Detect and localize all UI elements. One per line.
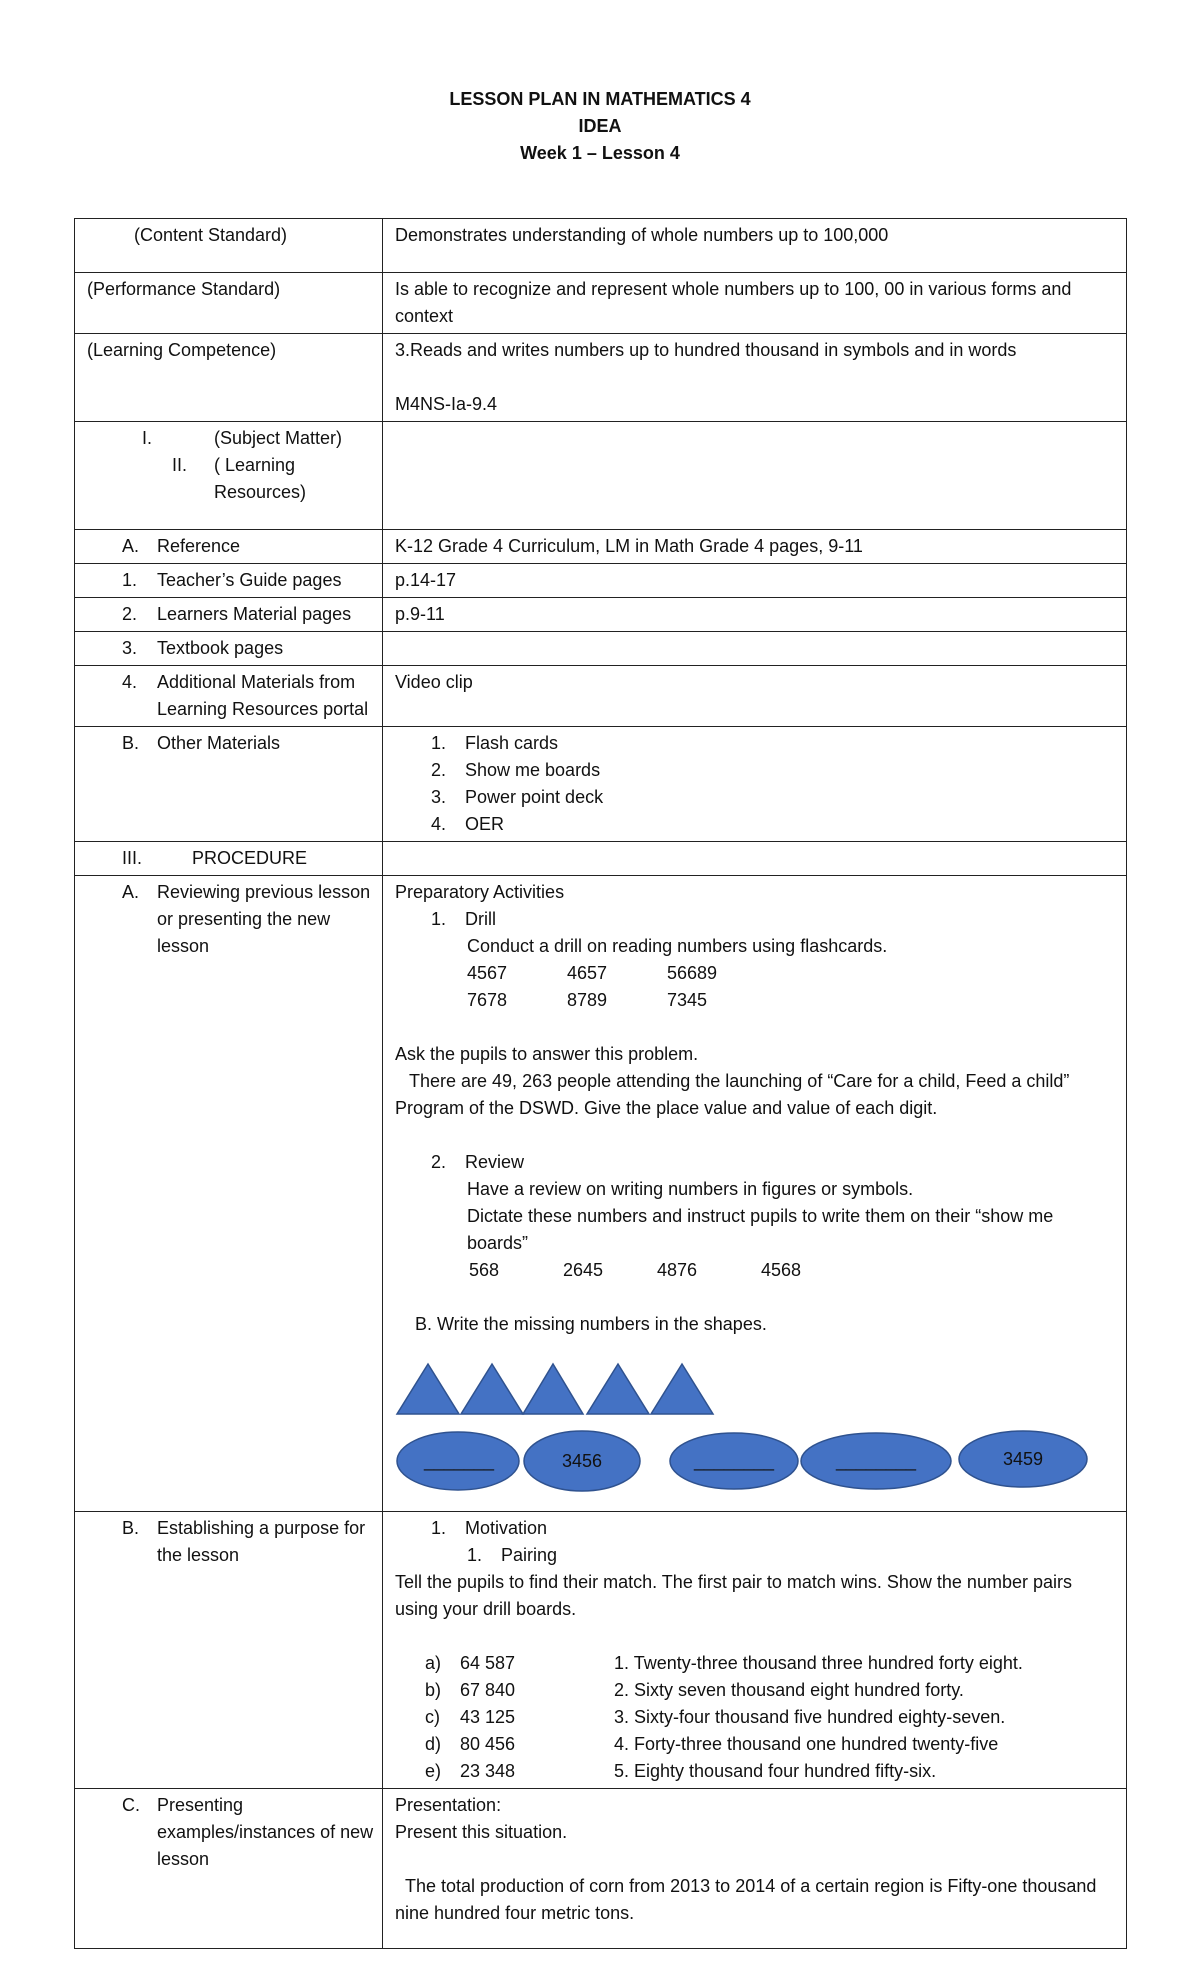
learning-competence-value — [383, 334, 1127, 422]
item-text: Other Materials — [157, 733, 281, 753]
pair-number: 67 840 — [460, 1680, 516, 1700]
table-row — [75, 727, 1127, 842]
competence-text: 3.Reads and writes numbers up to hundred thousand in symbols and in words — [395, 340, 1017, 360]
reference-label — [75, 530, 383, 564]
item-mark: A. — [122, 882, 140, 902]
item-mark: B. — [122, 733, 140, 753]
reviewing-content — [383, 876, 1127, 1512]
pair-mark: b) — [425, 1680, 442, 1700]
document-header — [0, 86, 1200, 167]
triangle-shape — [397, 1364, 459, 1414]
item-mark: A. — [122, 536, 140, 556]
pair-mark: c) — [425, 1707, 440, 1727]
situation-text: The total production of corn from 2013 to 2014 of a certain region is Fifty-one thousand nine hundred four metric tons. — [395, 1876, 1097, 1923]
table-row — [75, 530, 1127, 564]
presentation-line: Present this situation. — [395, 1822, 568, 1842]
problem-text: There are 49, 263 people attending the launching of “Care for a child, Feed a child” Program of the DSWD. Give the place value and value of each digit. — [395, 1071, 1070, 1118]
learning-competence-label: (Learning Competence) — [75, 334, 383, 422]
reference-value: K-12 Grade 4 Curriculum, LM in Math Grade 4 pages, 9-11 — [383, 530, 1127, 564]
pair-mark: d) — [425, 1734, 442, 1754]
oval-label: ________ — [693, 1451, 775, 1471]
oval-label: _______ — [423, 1451, 495, 1471]
dictate-number: 2645 — [563, 1260, 604, 1280]
teachers-guide-label — [75, 564, 383, 598]
item-mark: III. — [122, 848, 143, 868]
performance-standard-label: (Performance Standard) — [75, 273, 383, 334]
item-mark: 1. — [122, 570, 138, 590]
motivation-heading: Motivation — [465, 1518, 548, 1538]
item-text: Learners Material pages — [157, 604, 352, 624]
triangle-shape — [461, 1364, 523, 1414]
review-text-1: Have a review on writing numbers in figures or symbols. — [467, 1179, 914, 1199]
competence-code: M4NS-Ia-9.4 — [395, 394, 498, 414]
table-row — [75, 876, 1127, 1512]
review-text-2: Dictate these numbers and instruct pupils to write them on their “show me boards” — [467, 1206, 1054, 1253]
missing-numbers-text: B. Write the missing numbers in the shapes. — [415, 1314, 767, 1334]
table-row — [75, 598, 1127, 632]
item-mark: C. — [122, 1795, 140, 1815]
dictate-number: 4568 — [761, 1260, 802, 1280]
drill-number: 7345 — [667, 990, 708, 1010]
content-standard-label — [75, 219, 383, 273]
oval-label: ________ — [835, 1451, 917, 1471]
table-row — [75, 666, 1127, 727]
roman-2: II. — [172, 455, 188, 475]
pair-words: 5. Eighty thousand four hundred fifty-six. — [614, 1761, 937, 1781]
pair-row — [395, 1704, 1118, 1731]
item-text: Reviewing previous lesson or presenting the new lesson — [157, 882, 371, 956]
drill-number: 4567 — [467, 963, 508, 983]
purpose-content — [383, 1512, 1127, 1789]
roman-1: I. — [142, 428, 153, 448]
label-text: (Content Standard) — [133, 225, 288, 245]
list-item: Show me boards — [465, 760, 601, 780]
pair-row — [395, 1650, 1118, 1677]
pair-number: 43 125 — [460, 1707, 516, 1727]
list-mark: 1. — [431, 733, 447, 753]
other-materials-list — [383, 727, 1127, 842]
pair-row — [395, 1677, 1118, 1704]
additional-materials-label — [75, 666, 383, 727]
dictate-number: 568 — [469, 1260, 500, 1280]
list-mark: 1. — [467, 1545, 483, 1565]
list-mark: 2. — [431, 1152, 447, 1172]
table-row — [75, 1512, 1127, 1789]
shapes-svg — [395, 1338, 1135, 1508]
pairs-list — [395, 1650, 1118, 1785]
item-mark: 4. — [122, 672, 138, 692]
subject-matter-label — [75, 422, 383, 530]
list-mark: 1. — [431, 1518, 447, 1538]
drill-heading: Drill — [465, 909, 496, 929]
reviewing-label — [75, 876, 383, 1512]
learners-material-label — [75, 598, 383, 632]
table-row — [75, 219, 1127, 273]
item-text: Textbook pages — [157, 638, 284, 658]
triangle-shape — [523, 1364, 583, 1414]
item-text: Reference — [157, 536, 241, 556]
pair-words: 1. Twenty-three thousand three hundred forty eight. — [614, 1653, 1023, 1673]
item-text: Additional Materials from Learning Resources portal — [157, 672, 369, 719]
oval-label: 3456 — [561, 1451, 603, 1471]
pair-row — [395, 1731, 1118, 1758]
pair-words: 2. Sixty seven thousand eight hundred forty. — [614, 1680, 964, 1700]
content-standard-value: Demonstrates understanding of whole numbers up to 100,000 — [383, 219, 1127, 273]
review-heading: Review — [465, 1152, 525, 1172]
table-row — [75, 842, 1127, 876]
textbook-label — [75, 632, 383, 666]
item-text: Presenting examples/instances of new lesson — [157, 1795, 374, 1869]
pairing-heading: Pairing — [501, 1545, 558, 1565]
ask-text: Ask the pupils to answer this problem. — [395, 1044, 699, 1064]
drill-number: 8789 — [567, 990, 608, 1010]
list-item: Power point deck — [465, 787, 604, 807]
list-mark: 3. — [431, 787, 447, 807]
pair-number: 23 348 — [460, 1761, 516, 1781]
item-text: Teacher’s Guide pages — [157, 570, 342, 590]
dictate-number: 4876 — [657, 1260, 698, 1280]
list-mark: 2. — [431, 760, 447, 780]
pair-number: 64 587 — [460, 1653, 516, 1673]
item-mark: 2. — [122, 604, 138, 624]
drill-number: 7678 — [467, 990, 508, 1010]
drill-number: 56689 — [667, 963, 718, 983]
subject-matter-text: (Subject Matter) — [214, 428, 343, 448]
pair-mark: e) — [425, 1761, 442, 1781]
drill-number: 4657 — [567, 963, 608, 983]
shapes-figure — [395, 1338, 1118, 1508]
lesson-plan-table — [74, 218, 1127, 1949]
pair-words: 3. Sixty-four thousand five hundred eighty-seven. — [614, 1707, 1006, 1727]
dictate-numbers — [395, 1257, 1118, 1284]
procedure-label — [75, 842, 383, 876]
learning-resources-text: ( Learning Resources) — [214, 455, 307, 502]
table-row — [75, 273, 1127, 334]
additional-materials-value: Video clip — [383, 666, 1127, 727]
table-row — [75, 1789, 1127, 1949]
item-text: PROCEDURE — [192, 848, 308, 868]
item-mark: B. — [122, 1518, 140, 1538]
pair-number: 80 456 — [460, 1734, 516, 1754]
list-item: Flash cards — [465, 733, 559, 753]
triangle-shape — [587, 1364, 649, 1414]
pairing-instructions: Tell the pupils to find their match. The first pair to match wins. Show the number pairs using your drill boards. — [395, 1572, 1072, 1619]
preparatory-heading: Preparatory Activities — [395, 882, 565, 902]
teachers-guide-value: p.14-17 — [383, 564, 1127, 598]
purpose-label — [75, 1512, 383, 1789]
table-row — [75, 422, 1127, 530]
presenting-content — [383, 1789, 1127, 1949]
pair-words: 4. Forty-three thousand one hundred twenty-five — [614, 1734, 999, 1754]
header-title: LESSON PLAN IN MATHEMATICS 4 — [449, 89, 751, 109]
learners-material-value: p.9-11 — [383, 598, 1127, 632]
textbook-value — [383, 632, 1127, 666]
item-mark: 3. — [122, 638, 138, 658]
pair-mark: a) — [425, 1653, 442, 1673]
table-row — [75, 632, 1127, 666]
drill-row-1 — [395, 960, 1118, 987]
table-row — [75, 334, 1127, 422]
presentation-heading: Presentation: — [395, 1795, 502, 1815]
list-item: OER — [465, 814, 505, 834]
procedure-value — [383, 842, 1127, 876]
performance-standard-value: Is able to recognize and represent whole numbers up to 100, 00 in various forms and context — [383, 273, 1127, 334]
list-mark: 4. — [431, 814, 447, 834]
drill-text: Conduct a drill on reading numbers using flashcards. — [467, 936, 888, 956]
pair-row — [395, 1758, 1118, 1785]
table-row — [75, 564, 1127, 598]
item-text: Establishing a purpose for the lesson — [157, 1518, 366, 1565]
oval-label: 3459 — [1002, 1449, 1044, 1469]
list-mark: 1. — [431, 909, 447, 929]
triangle-shape — [651, 1364, 713, 1414]
presenting-label — [75, 1789, 383, 1949]
header-subtitle: IDEA — [578, 116, 622, 136]
other-materials-label — [75, 727, 383, 842]
drill-row-2 — [395, 987, 1118, 1014]
header-week: Week 1 – Lesson 4 — [520, 143, 680, 163]
subject-matter-value — [383, 422, 1127, 530]
